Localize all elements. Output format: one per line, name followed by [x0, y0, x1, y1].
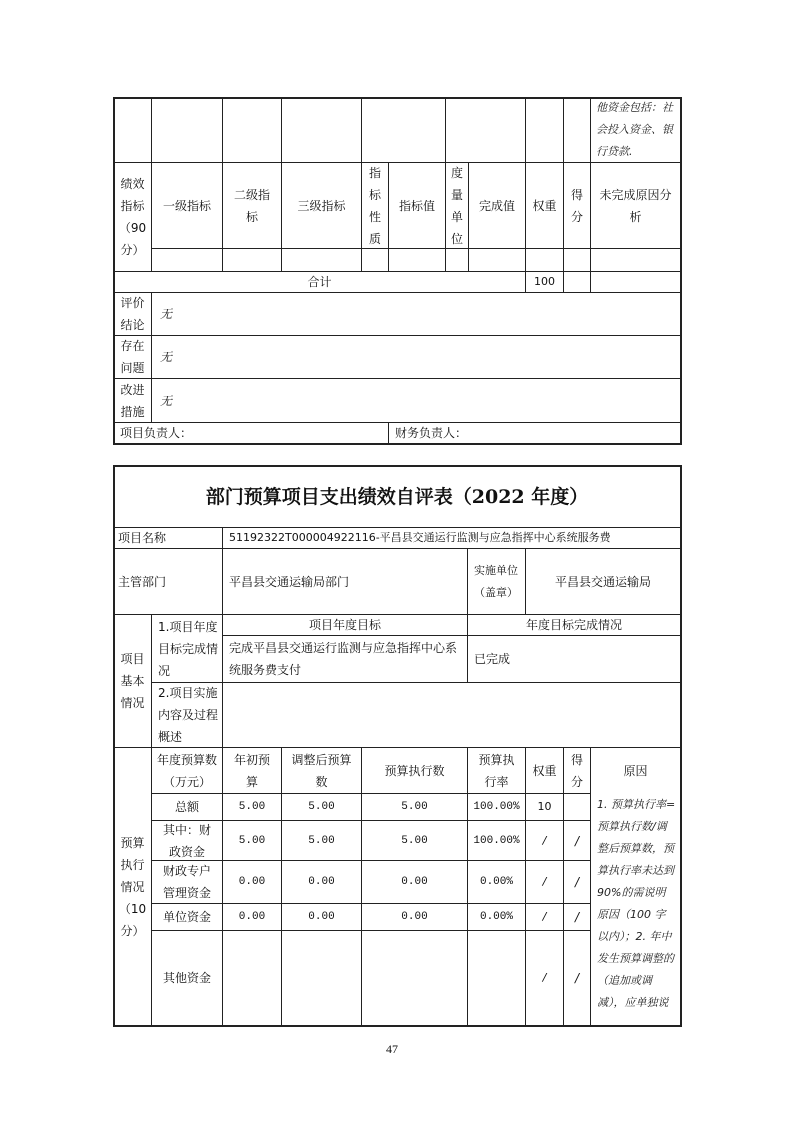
eval-conclusion-value: 无 — [160, 307, 173, 321]
budget-cell-initial: 5.00 — [238, 834, 266, 847]
budget-header-score: 得分 — [570, 752, 583, 789]
other-funds-note: 他资金包括：社会投入资金、银行贷款. — [596, 101, 673, 158]
impl-unit-label: 实施单位（盖章） — [474, 563, 518, 599]
annual-goal-label: 1.项目年度目标完成情况 — [158, 619, 219, 678]
budget-cell-rate: 0.00% — [479, 911, 513, 923]
impl-content-label: 2.项目实施内容及过程概述 — [158, 686, 219, 744]
header-nature: 指标性质 — [368, 165, 381, 246]
reason-note: 1. 预算执行率=预算执行数/调整后预算数，预算执行率未达到 90%的需说明原因（100 字以内）；2. 年中发生预算调整的（追加或调减），应单独说 — [597, 798, 676, 1009]
project-name-value: 51192322T000004922116-平昌县交通运行监测与应急指挥中心系统服务费 — [229, 531, 611, 544]
header-level3: 三级指标 — [297, 198, 346, 213]
budget-header-adjusted: 调整后预算数 — [291, 752, 352, 789]
budget-cell-name: 单位资金 — [162, 910, 211, 924]
header-actual: 完成值 — [478, 198, 515, 213]
project-lead-label: 项目负责人： — [120, 426, 193, 440]
budget-header-rate: 预算执行率 — [478, 752, 515, 789]
project-name-label: 项目名称 — [118, 531, 167, 545]
budget-cell-executed: 0.00 — [401, 876, 428, 888]
page-title: 部门预算项目支出绩效自评表（2022 年度） — [205, 486, 589, 508]
basic-info-label: 项目基本情况 — [120, 652, 145, 710]
budget-cell-executed: 5.00 — [401, 801, 428, 813]
budget-cell-adjusted: 0.00 — [308, 911, 335, 923]
budget-cell-weight: 10 — [537, 800, 552, 813]
budget-cell-score: / — [574, 971, 580, 985]
budget-cell-score: / — [574, 875, 580, 889]
total-weight: 100 — [534, 275, 555, 288]
budget-header-reason: 原因 — [623, 763, 648, 778]
budget-cell-weight: / — [542, 875, 547, 888]
budget-cell-adjusted: 5.00 — [308, 801, 335, 813]
header-weight: 权重 — [532, 198, 557, 213]
budget-cell-name: 其他资金 — [162, 971, 211, 985]
dept-label: 主管部门 — [118, 574, 167, 589]
budget-cell-rate: 0.00% — [479, 876, 513, 888]
header-unit: 度量单位 — [450, 165, 463, 246]
header-reason: 未完成原因分析 — [599, 187, 672, 224]
eval-conclusion-label: 评价结论 — [120, 296, 145, 332]
budget-header-executed: 预算执行数 — [384, 763, 445, 778]
improvements-value: 无 — [160, 393, 173, 408]
header-score: 得分 — [570, 187, 583, 224]
budget-header-weight: 权重 — [532, 763, 557, 778]
budget-cell-initial: 0.00 — [238, 911, 266, 923]
impl-unit-value: 平昌县交通运输局 — [554, 574, 651, 589]
budget-cell-rate: 100.00% — [473, 834, 520, 847]
budget-cell-score: / — [574, 910, 580, 924]
budget-cell-name: 其中：财政资金 — [162, 822, 211, 859]
budget-cell-executed: 5.00 — [401, 834, 428, 847]
budget-cell-weight: / — [542, 910, 547, 923]
perf-indicator-label: 绩效指标（90分） — [118, 177, 147, 257]
budget-cell-weight: / — [542, 971, 547, 984]
budget-cell-name: 财政专户管理资金 — [162, 864, 211, 900]
budget-header-annual: 年度预算数（万元） — [156, 752, 217, 789]
header-target-value: 指标值 — [398, 198, 435, 213]
header-level1: 一级指标 — [162, 198, 211, 213]
goal-value: 完成平昌县交通运行监测与应急指挥中心系统服务费支付 — [229, 641, 458, 677]
budget-cell-score: / — [574, 833, 580, 848]
budget-cell-weight: / — [542, 833, 547, 847]
budget-cell-rate: 100.00% — [473, 801, 520, 813]
problems-label: 存在问题 — [120, 339, 145, 375]
budget-exec-label: 预算执行情况（10分） — [118, 835, 147, 938]
budget-cell-adjusted: 5.00 — [308, 834, 335, 847]
budget-cell-executed: 0.00 — [401, 911, 428, 923]
completion-header: 年度目标完成情况 — [525, 618, 622, 632]
budget-header-initial: 年初预算 — [233, 752, 270, 789]
finance-lead-label: 财务负责人： — [395, 426, 468, 440]
improvements-label: 改进措施 — [120, 382, 145, 419]
goal-header: 项目年度目标 — [308, 618, 381, 632]
page-number: 47 — [386, 1042, 398, 1056]
dept-value: 平昌县交通运输局部门 — [229, 574, 350, 589]
budget-cell-adjusted: 0.00 — [308, 876, 335, 888]
budget-cell-initial: 5.00 — [238, 801, 266, 813]
total-label: 合计 — [307, 275, 332, 289]
problems-value: 无 — [160, 350, 173, 364]
header-level2: 二级指标 — [233, 187, 270, 224]
completion-value: 已完成 — [474, 652, 511, 666]
budget-cell-name: 总额 — [174, 800, 199, 814]
budget-cell-initial: 0.00 — [238, 876, 266, 888]
